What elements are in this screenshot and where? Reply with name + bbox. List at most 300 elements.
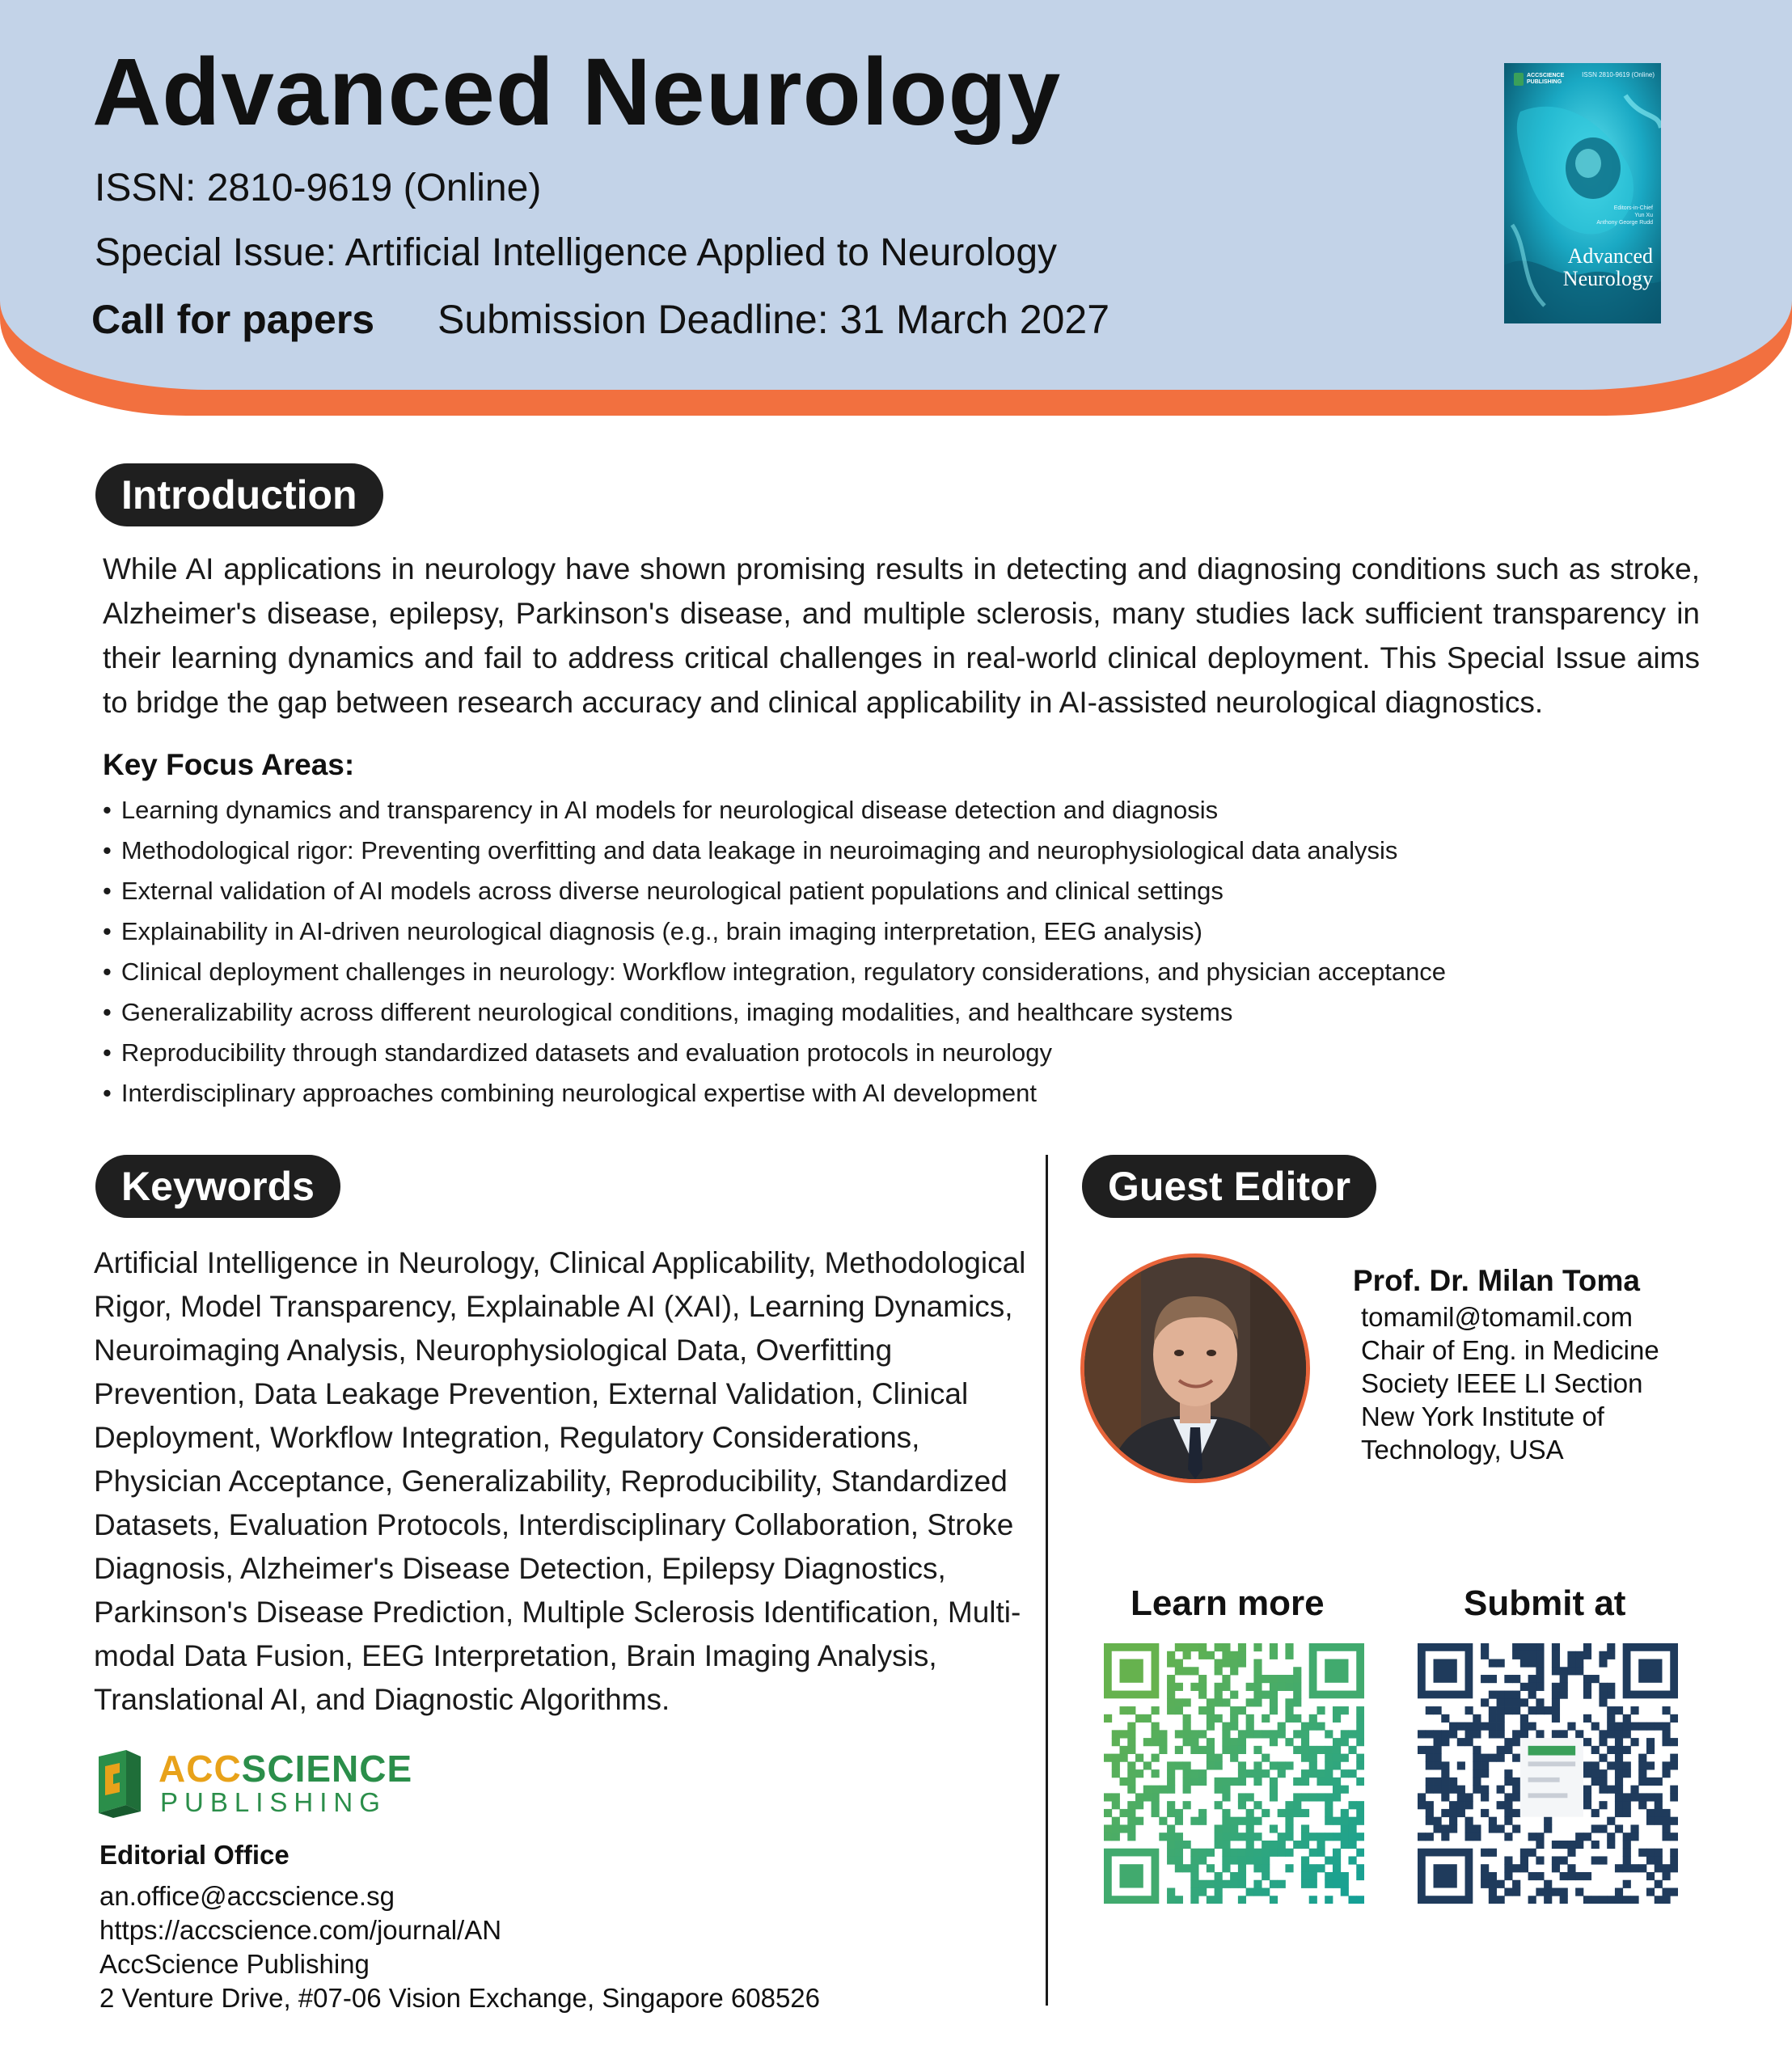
- qr-module: [1190, 1667, 1198, 1675]
- qr-module: [1560, 1896, 1568, 1904]
- qr-module: [1504, 1801, 1512, 1809]
- qr-module: [1246, 1683, 1254, 1691]
- key-focus-title: Key Focus Areas:: [103, 748, 355, 781]
- qr-module: [1120, 1754, 1128, 1762]
- qr-module: [1230, 1659, 1238, 1668]
- qr-module: [1238, 1730, 1246, 1738]
- qr-module: [1356, 1761, 1364, 1769]
- qr-module: [1426, 1786, 1434, 1794]
- qr-module: [1325, 1896, 1333, 1904]
- qr-module: [1607, 1833, 1615, 1841]
- qr-module: [1512, 1809, 1520, 1817]
- qr-module: [1143, 1786, 1152, 1794]
- qr-module: [1333, 1872, 1341, 1880]
- qr-finder-core: [1120, 1659, 1143, 1683]
- editor-email[interactable]: tomamil@tomamil.com: [1361, 1302, 1634, 1332]
- qr-module: [1270, 1675, 1278, 1683]
- qr-module: [1591, 1778, 1600, 1786]
- qr-module: [1497, 1730, 1505, 1738]
- qr-module: [1183, 1698, 1191, 1706]
- qr-module: [1341, 1872, 1349, 1880]
- logo-wordmark: ACCSCIENCE: [158, 1748, 413, 1790]
- qr-module: [1230, 1651, 1238, 1659]
- qr-module: [1262, 1730, 1270, 1738]
- qr-module: [1646, 1817, 1655, 1825]
- qr-module: [1230, 1723, 1238, 1731]
- qr-module: [1481, 1723, 1489, 1731]
- qr-module: [1167, 1809, 1175, 1817]
- qr-center-line: [1528, 1793, 1568, 1798]
- qr-module: [1473, 1761, 1481, 1769]
- office-url[interactable]: https://accscience.com/journal/AN: [99, 1915, 502, 1945]
- qr-module: [1112, 1833, 1120, 1841]
- qr-module: [1127, 1706, 1135, 1714]
- qr-module: [1348, 1841, 1356, 1849]
- qr-module: [1167, 1833, 1175, 1841]
- qr-module: [1325, 1793, 1333, 1801]
- qr-module: [1285, 1675, 1293, 1683]
- qr-module: [1441, 1769, 1449, 1778]
- qr-module: [1583, 1896, 1591, 1904]
- qr-module: [1655, 1778, 1663, 1786]
- learn-more-qr-code[interactable]: [1104, 1643, 1364, 1904]
- qr-module: [1655, 1817, 1663, 1825]
- qr-module: [1449, 1809, 1457, 1817]
- qr-module: [1167, 1801, 1175, 1809]
- qr-module: [1575, 1651, 1583, 1659]
- qr-module: [1504, 1872, 1512, 1880]
- qr-module: [1270, 1880, 1278, 1888]
- qr-module: [1583, 1793, 1591, 1801]
- qr-module: [1222, 1880, 1230, 1888]
- qr-module: [1457, 1809, 1465, 1817]
- qr-module: [1293, 1778, 1301, 1786]
- qr-module: [1481, 1675, 1489, 1683]
- qr-module: [1198, 1746, 1207, 1754]
- qr-module: [1655, 1793, 1663, 1801]
- qr-module: [1434, 1786, 1442, 1794]
- qr-module: [1623, 1809, 1631, 1817]
- qr-module: [1426, 1730, 1434, 1738]
- guest-editor-heading: Guest Editor: [1082, 1155, 1376, 1218]
- qr-module: [1583, 1801, 1591, 1809]
- qr-module: [1215, 1824, 1223, 1833]
- qr-module: [1167, 1659, 1175, 1668]
- qr-module: [1434, 1824, 1442, 1833]
- qr-module: [1662, 1769, 1670, 1778]
- qr-module: [1348, 1896, 1356, 1904]
- qr-module: [1623, 1769, 1631, 1778]
- qr-module: [1222, 1824, 1230, 1833]
- qr-module: [1655, 1880, 1663, 1888]
- qr-module: [1615, 1864, 1623, 1872]
- qr-module: [1575, 1887, 1583, 1896]
- qr-module: [1599, 1786, 1607, 1794]
- learn-more-label: Learn more: [1131, 1583, 1325, 1623]
- qr-module: [1270, 1691, 1278, 1699]
- qr-module: [1246, 1769, 1254, 1778]
- qr-module: [1246, 1841, 1254, 1849]
- qr-module: [1591, 1824, 1600, 1833]
- qr-module: [1457, 1801, 1465, 1809]
- qr-module: [1238, 1856, 1246, 1864]
- qr-module: [1426, 1754, 1434, 1762]
- editorial-office-title: Editorial Office: [99, 1840, 290, 1870]
- qr-module: [1222, 1698, 1230, 1706]
- qr-module: [1333, 1746, 1341, 1754]
- qr-module: [1135, 1801, 1143, 1809]
- qr-module: [1655, 1896, 1663, 1904]
- qr-module: [1497, 1880, 1505, 1888]
- office-email[interactable]: an.office@accscience.sg: [99, 1881, 395, 1911]
- qr-module: [1167, 1856, 1175, 1864]
- qr-module: [1246, 1809, 1254, 1817]
- qr-module: [1646, 1872, 1655, 1880]
- qr-module: [1104, 1754, 1112, 1762]
- qr-module: [1230, 1817, 1238, 1825]
- qr-module: [1198, 1675, 1207, 1683]
- cover-title: Advanced Neurology: [1562, 244, 1653, 290]
- qr-module: [1230, 1833, 1238, 1841]
- qr-module: [1670, 1817, 1678, 1825]
- qr-module: [1309, 1746, 1317, 1754]
- qr-module: [1512, 1778, 1520, 1786]
- qr-module: [1293, 1667, 1301, 1675]
- qr-module: [1544, 1824, 1552, 1833]
- qr-module: [1333, 1706, 1341, 1714]
- qr-module: [1135, 1754, 1143, 1762]
- qr-module: [1309, 1714, 1317, 1723]
- qr-module: [1583, 1691, 1591, 1699]
- qr-module: [1238, 1651, 1246, 1659]
- qr-module: [1127, 1824, 1135, 1833]
- qr-module: [1489, 1872, 1497, 1880]
- qr-module: [1567, 1659, 1575, 1668]
- qr-module: [1175, 1706, 1183, 1714]
- qr-module: [1152, 1754, 1160, 1762]
- qr-module: [1489, 1880, 1497, 1888]
- qr-module: [1120, 1730, 1128, 1738]
- qr-module: [1356, 1896, 1364, 1904]
- qr-module: [1615, 1786, 1623, 1794]
- qr-module: [1630, 1864, 1638, 1872]
- qr-module: [1238, 1793, 1246, 1801]
- qr-module: [1285, 1824, 1293, 1833]
- qr-module: [1615, 1723, 1623, 1731]
- qr-module: [1222, 1675, 1230, 1683]
- qr-module: [1309, 1723, 1317, 1731]
- qr-module: [1552, 1643, 1560, 1651]
- qr-module: [1434, 1730, 1442, 1738]
- qr-module: [1607, 1841, 1615, 1849]
- qr-module: [1293, 1841, 1301, 1849]
- qr-module: [1301, 1746, 1309, 1754]
- qr-module: [1497, 1659, 1505, 1668]
- qr-module: [1152, 1793, 1160, 1801]
- qr-module: [1441, 1738, 1449, 1746]
- qr-module: [1222, 1683, 1230, 1691]
- qr-module: [1599, 1824, 1607, 1833]
- qr-module: [1512, 1880, 1520, 1888]
- qr-module: [1301, 1864, 1309, 1872]
- qr-module: [1270, 1738, 1278, 1746]
- qr-module: [1112, 1769, 1120, 1778]
- qr-module: [1230, 1754, 1238, 1762]
- qr-module: [1167, 1887, 1175, 1896]
- qr-module: [1127, 1769, 1135, 1778]
- list-item: • Methodological rigor: Preventing overfitting and data leakage in neuroimaging and neurophysiological data analysis: [103, 831, 1446, 871]
- qr-module: [1465, 1706, 1473, 1714]
- qr-module: [1278, 1723, 1286, 1731]
- qr-module: [1238, 1706, 1246, 1714]
- qr-module: [1253, 1880, 1262, 1888]
- qr-module: [1293, 1746, 1301, 1754]
- qr-module: [1356, 1809, 1364, 1817]
- qr-module: [1504, 1793, 1512, 1801]
- qr-module: [1143, 1761, 1152, 1769]
- qr-module: [1544, 1880, 1552, 1888]
- qr-module: [1623, 1896, 1631, 1904]
- qr-module: [1528, 1833, 1536, 1841]
- qr-module: [1536, 1683, 1544, 1691]
- qr-module: [1646, 1856, 1655, 1864]
- qr-module: [1544, 1896, 1552, 1904]
- qr-module: [1207, 1896, 1215, 1904]
- qr-module: [1301, 1754, 1309, 1762]
- qr-module: [1489, 1675, 1497, 1683]
- qr-module: [1512, 1675, 1520, 1683]
- qr-module: [1167, 1698, 1175, 1706]
- qr-module: [1489, 1730, 1497, 1738]
- qr-module: [1222, 1778, 1230, 1786]
- qr-module: [1615, 1809, 1623, 1817]
- qr-module: [1104, 1824, 1112, 1833]
- qr-module: [1623, 1833, 1631, 1841]
- qr-module: [1215, 1833, 1223, 1841]
- qr-module: [1341, 1817, 1349, 1825]
- qr-module: [1356, 1730, 1364, 1738]
- qr-module: [1183, 1723, 1191, 1731]
- qr-module: [1309, 1754, 1317, 1762]
- qr-module: [1662, 1887, 1670, 1896]
- qr-module: [1552, 1841, 1560, 1849]
- qr-module: [1301, 1856, 1309, 1864]
- qr-module: [1152, 1769, 1160, 1778]
- qr-module: [1253, 1643, 1262, 1651]
- qr-module: [1167, 1896, 1175, 1904]
- qr-module: [1441, 1833, 1449, 1841]
- qr-module: [1662, 1872, 1670, 1880]
- qr-module: [1285, 1809, 1293, 1817]
- qr-module: [1465, 1723, 1473, 1731]
- qr-module: [1301, 1833, 1309, 1841]
- qr-module: [1127, 1817, 1135, 1825]
- qr-module: [1481, 1698, 1489, 1706]
- qr-module: [1183, 1801, 1191, 1809]
- qr-module: [1262, 1809, 1270, 1817]
- qr-module: [1418, 1801, 1426, 1809]
- qr-module: [1215, 1778, 1223, 1786]
- qr-module: [1481, 1643, 1489, 1651]
- qr-module: [1246, 1833, 1254, 1841]
- qr-module: [1544, 1706, 1552, 1714]
- qr-module: [1215, 1841, 1223, 1849]
- qr-module: [1434, 1817, 1442, 1825]
- qr-module: [1497, 1896, 1505, 1904]
- qr-module: [1504, 1675, 1512, 1683]
- qr-module: [1473, 1723, 1481, 1731]
- qr-module: [1607, 1761, 1615, 1769]
- office-address: 2 Venture Drive, #07-06 Vision Exchange, Singapore 608526: [99, 1983, 821, 2013]
- qr-module: [1356, 1864, 1364, 1872]
- qr-module: [1512, 1738, 1520, 1746]
- qr-module: [1441, 1730, 1449, 1738]
- qr-module: [1333, 1714, 1341, 1723]
- qr-module: [1175, 1817, 1183, 1825]
- qr-module: [1112, 1754, 1120, 1762]
- qr-module: [1270, 1730, 1278, 1738]
- qr-module: [1449, 1730, 1457, 1738]
- qr-module: [1175, 1809, 1183, 1817]
- qr-module: [1638, 1723, 1646, 1731]
- qr-module: [1528, 1706, 1536, 1714]
- qr-module: [1325, 1809, 1333, 1817]
- qr-module: [1104, 1809, 1112, 1817]
- qr-module: [1270, 1793, 1278, 1801]
- qr-module: [1222, 1651, 1230, 1659]
- qr-module: [1120, 1706, 1128, 1714]
- qr-module: [1441, 1778, 1449, 1786]
- qr-module: [1489, 1849, 1497, 1857]
- qr-module: [1190, 1643, 1198, 1651]
- qr-module: [1230, 1714, 1238, 1723]
- qr-module: [1341, 1809, 1349, 1817]
- qr-module: [1215, 1880, 1223, 1888]
- qr-module: [1175, 1761, 1183, 1769]
- qr-module: [1127, 1761, 1135, 1769]
- qr-module: [1183, 1761, 1191, 1769]
- qr-module: [1246, 1793, 1254, 1801]
- qr-module: [1207, 1864, 1215, 1872]
- qr-module: [1222, 1643, 1230, 1651]
- qr-module: [1325, 1880, 1333, 1888]
- qr-module: [1426, 1801, 1434, 1809]
- qr-module: [1591, 1896, 1600, 1904]
- qr-module: [1528, 1651, 1536, 1659]
- qr-module: [1655, 1856, 1663, 1864]
- qr-module: [1317, 1723, 1325, 1731]
- qr-module: [1215, 1887, 1223, 1896]
- qr-module: [1607, 1896, 1615, 1904]
- qr-module: [1356, 1754, 1364, 1762]
- qr-module: [1426, 1809, 1434, 1817]
- qr-module: [1504, 1809, 1512, 1817]
- qr-module: [1497, 1691, 1505, 1699]
- qr-module: [1465, 1824, 1473, 1833]
- qr-module: [1207, 1880, 1215, 1888]
- qr-module: [1560, 1730, 1568, 1738]
- qr-module: [1183, 1778, 1191, 1786]
- qr-module: [1348, 1833, 1356, 1841]
- qr-module: [1190, 1683, 1198, 1691]
- qr-module: [1567, 1841, 1575, 1849]
- qr-module: [1630, 1723, 1638, 1731]
- editor-affiliation-line: Chair of Eng. in Medicine: [1361, 1335, 1659, 1365]
- qr-module: [1348, 1769, 1356, 1778]
- qr-module: [1222, 1856, 1230, 1864]
- qr-module: [1434, 1754, 1442, 1762]
- editor-name: Prof. Dr. Milan Toma: [1353, 1264, 1640, 1297]
- qr-module: [1309, 1896, 1317, 1904]
- qr-module: [1175, 1864, 1183, 1872]
- qr-module: [1127, 1738, 1135, 1746]
- qr-module: [1135, 1769, 1143, 1778]
- qr-module: [1473, 1824, 1481, 1833]
- qr-module: [1285, 1698, 1293, 1706]
- qr-module: [1309, 1849, 1317, 1857]
- qr-module: [1253, 1667, 1262, 1675]
- qr-module: [1127, 1746, 1135, 1754]
- qr-module: [1520, 1849, 1528, 1857]
- qr-module: [1222, 1833, 1230, 1841]
- qr-module: [1418, 1793, 1426, 1801]
- qr-module: [1441, 1809, 1449, 1817]
- qr-module: [1623, 1723, 1631, 1731]
- list-item: • Generalizability across different neurological conditions, imaging modalities, and healthcare systems: [103, 992, 1446, 1033]
- qr-module: [1238, 1769, 1246, 1778]
- qr-module: [1167, 1706, 1175, 1714]
- qr-module: [1325, 1801, 1333, 1809]
- qr-module: [1230, 1880, 1238, 1888]
- qr-module: [1449, 1801, 1457, 1809]
- qr-module: [1481, 1754, 1489, 1762]
- qr-module: [1222, 1659, 1230, 1668]
- qr-module: [1528, 1691, 1536, 1699]
- qr-module: [1630, 1824, 1638, 1833]
- qr-module: [1473, 1769, 1481, 1778]
- qr-module: [1426, 1778, 1434, 1786]
- qr-module: [1325, 1761, 1333, 1769]
- qr-module: [1238, 1746, 1246, 1754]
- qr-module: [1512, 1824, 1520, 1833]
- qr-module: [1198, 1817, 1207, 1825]
- qr-module: [1253, 1730, 1262, 1738]
- qr-module: [1175, 1698, 1183, 1706]
- qr-module: [1655, 1801, 1663, 1809]
- qr-module: [1246, 1849, 1254, 1857]
- qr-module: [1481, 1761, 1489, 1769]
- qr-module: [1207, 1706, 1215, 1714]
- qr-module: [1222, 1817, 1230, 1825]
- qr-module: [1270, 1706, 1278, 1714]
- qr-module: [1607, 1651, 1615, 1659]
- qr-module: [1457, 1761, 1465, 1769]
- qr-module: [1207, 1761, 1215, 1769]
- qr-module: [1198, 1643, 1207, 1651]
- submit-qr-code[interactable]: [1418, 1643, 1678, 1904]
- qr-module: [1583, 1786, 1591, 1794]
- qr-module: [1175, 1730, 1183, 1738]
- qr-module: [1270, 1698, 1278, 1706]
- qr-module: [1615, 1778, 1623, 1786]
- qr-module: [1341, 1706, 1349, 1714]
- qr-module: [1489, 1754, 1497, 1762]
- qr-module: [1207, 1754, 1215, 1762]
- qr-module: [1670, 1864, 1678, 1872]
- qr-module: [1246, 1723, 1254, 1731]
- qr-module: [1567, 1651, 1575, 1659]
- qr-module: [1253, 1659, 1262, 1668]
